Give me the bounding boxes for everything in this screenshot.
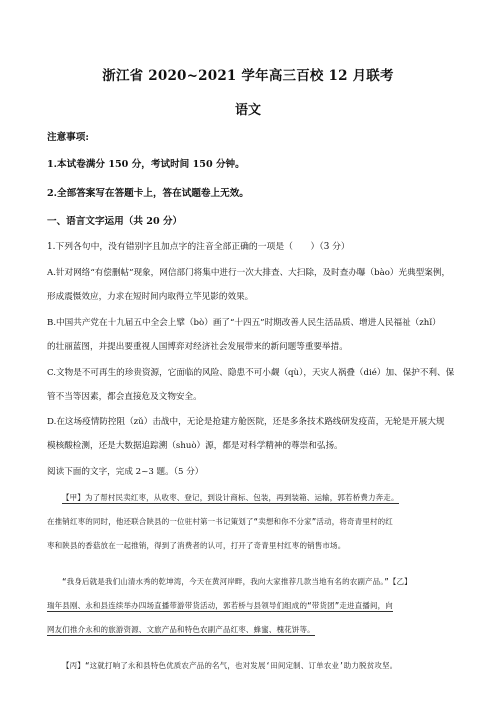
passage-yi-line-1: “我身后就是我们山清水秀的乾坤湾，今天在黄河岸畔，我向大家推荐几款当地有名的农副产品。”【乙】 — [62, 577, 412, 586]
option-a-line-2: 形成震慑效应，力求在短时间内取得立竿见影的效果。 — [47, 292, 254, 302]
option-d-line-2: 模核酸检测，还是大数据追踪溯（shuò）源，都是对科学精神的尊崇和弘扬。 — [47, 441, 343, 451]
notice-item-2: 2.全部答案写在答题卡上，答在试题卷上无效。 — [47, 188, 249, 199]
section-heading: 一、语言文字运用（共 20 分） — [47, 216, 183, 227]
option-b-line-1: B.中国共产党在十九届五中全会上擘（bò）画了“十四五”时期改善人民生活品质、增进人民福祉（zhǐ） — [47, 318, 441, 328]
passage-yi-line-3: 网友们推介永和的旅游资源、文旅产品和特色农副产品红枣、蜂蜜、槐花饼等。 — [47, 625, 315, 634]
option-c-line-2: 管不当等因素，都会直接危及文物安全。 — [47, 392, 202, 402]
option-c-line-1: C.文物是不可再生的珍贵资源，它面临的风险、隐患不可小觑（qù），天灾人祸叠（dié）加、保护不利、保 — [47, 368, 455, 378]
passage-jia-line-2: 在推销红枣的同时，他还联合陕县的一位驻村第一书记策划了“卖想和你不分家”活动，将奇青里村的红 — [47, 517, 393, 526]
subject-title: 语文 — [234, 103, 261, 118]
option-b-line-2: 的壮丽蓝图，并提出要重视人国博弈对经济社会发展带来的新问题等重要举措。 — [47, 342, 348, 352]
exam-title: 浙江省 2020~2021 学年高三百校 12 月联考 — [102, 68, 394, 84]
passage-yi-line-2: 瑞年县刚、永和县连续举办四场直播带游带货活动，郭若桥与县领导们组成的“带货团”走进直播间，向 — [47, 601, 393, 610]
option-d-line-1: D.在这场疫情防控阻（zǔ）击战中，无论是抢建方舱医院，还是多条技术路线研发疫苗，无轮是开展大规 — [47, 417, 445, 427]
reading-intro: 阅读下面的文字，完成 2~3 题。（5 分） — [47, 467, 204, 477]
passage-jia-line-1: 【甲】为了帮村民卖红枣，从收枣、登记，到设计商标、包装，再到装箱、运输，郭若桥费力奔走。 — [62, 493, 399, 502]
passage-jia-line-3: 枣和陕县的香菇放在一起推销，得到了消费者的认可，打开了奇青里村红枣的销售市场。 — [47, 541, 346, 550]
passage-bing-line-1: 【丙】“这就打响了永和县特色优质农产品的名气，也对发展‘田间定制、订单农业’助力脱贫攻坚。 — [62, 661, 398, 670]
option-a-line-1: A.针对网络“有偿删帖”现象，网信部门将集中进行一次大排查、大扫除，及时查办曝（bào）光典型案例， — [47, 268, 451, 278]
question-1: 1.下列各句中，没有错别字且加点字的注音全部正确的一项是（ ）（3 分） — [47, 242, 350, 252]
notice-heading: 注意事项: — [47, 132, 89, 143]
notice-item-1: 1.本试卷满分 150 分，考试时间 150 分钟。 — [47, 159, 245, 170]
